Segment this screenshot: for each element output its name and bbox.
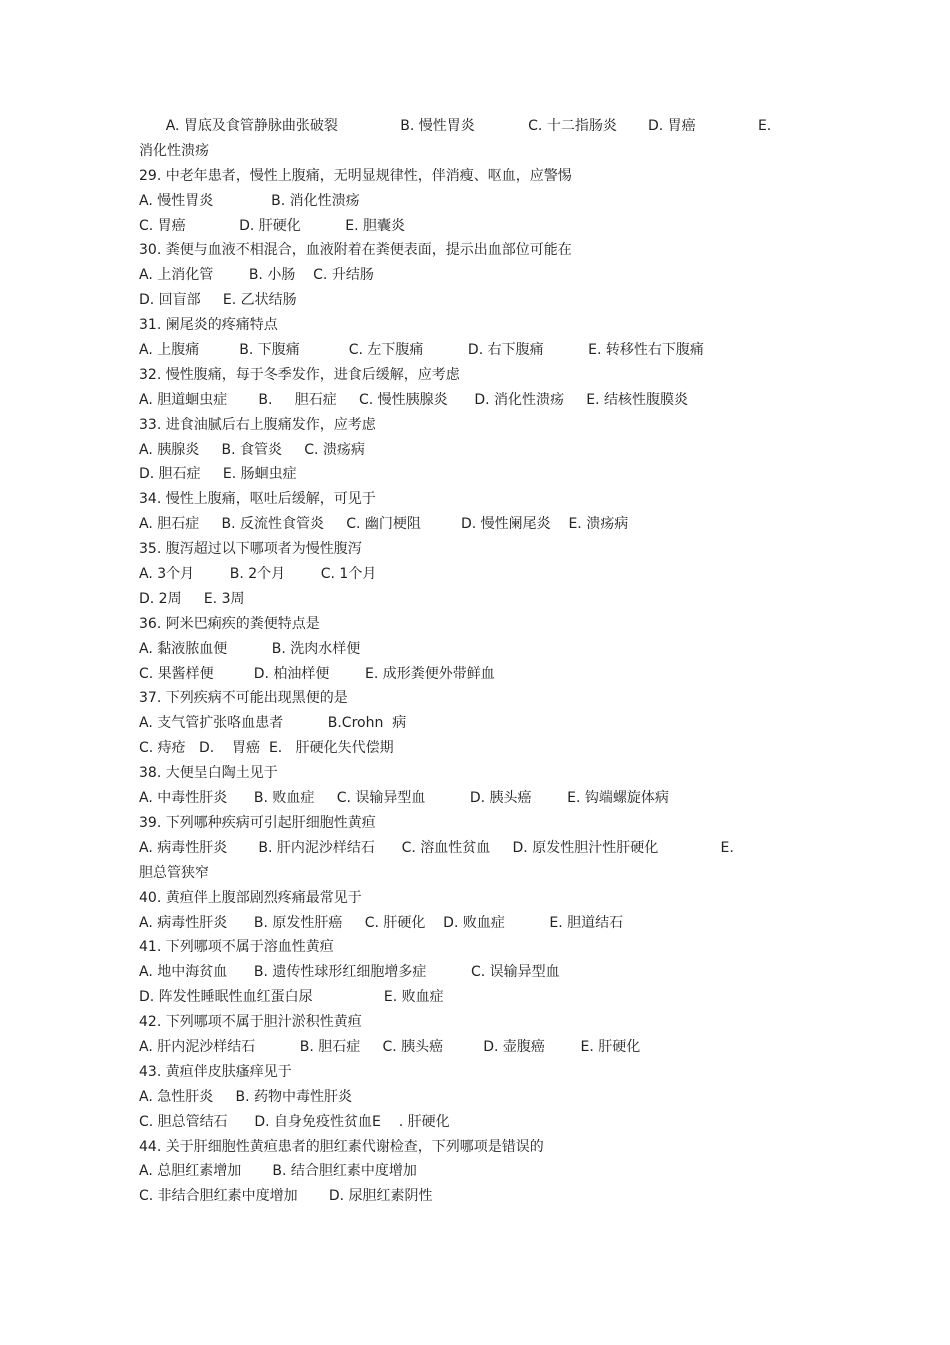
question-text: 41. 下列哪项不属于溶血性黄疸 <box>139 939 334 956</box>
option-line: A. 支气管扩张咯血患者 B.Crohn 病 <box>139 715 407 732</box>
option-line: A. 上腹痛 B. 下腹痛 C. 左下腹痛 D. 右下腹痛 E. 转移性右下腹痛 <box>139 342 704 359</box>
question-text: 38. 大便呈白陶土见于 <box>139 765 278 782</box>
option-line: D. 胆石症 E. 肠蛔虫症 <box>139 466 297 483</box>
option-line: A. 总胆红素增加 B. 结合胆红素中度增加 <box>139 1163 417 1180</box>
option-line: D. 阵发性睡眠性血红蛋白尿 E. 败血症 <box>139 989 444 1006</box>
option-line: A. 慢性胃炎 B. 消化性溃疡 <box>139 192 360 209</box>
question-text: 32. 慢性腹痛，每于冬季发作，进食后缓解，应考虑 <box>139 366 460 383</box>
option-line: 胆总管狭窄 <box>139 864 209 881</box>
option-line: C. 胃癌 D. 肝硬化 E. 胆囊炎 <box>139 217 406 234</box>
option-line: A. 中毒性肝炎 B. 败血症 C. 误输异型血 D. 胰头癌 E. 钩端螺旋体病 <box>139 790 669 807</box>
option-line: A. 3个月 B. 2个月 C. 1个月 <box>139 566 377 583</box>
option-line: D. 回盲部 E. 乙状结肠 <box>139 292 297 309</box>
question-text: 31. 阑尾炎的疼痛特点 <box>139 317 278 334</box>
question-text: 44. 关于肝细胞性黄疸患者的胆红素代谢检查，下列哪项是错误的 <box>139 1138 544 1155</box>
option-line: A. 地中海贫血 B. 遗传性球形红细胞增多症 C. 误输异型血 <box>139 964 560 981</box>
option-line: A. 黏液脓血便 B. 洗肉水样便 <box>139 640 361 657</box>
option-line: A. 急性肝炎 B. 药物中毒性肝炎 <box>139 1088 352 1105</box>
question-text: 40. 黄疸伴上腹部剧烈疼痛最常见于 <box>139 889 362 906</box>
question-text: 42. 下列哪项不属于胆汁淤积性黄疸 <box>139 1014 362 1031</box>
question-text: 34. 慢性上腹痛，呕吐后缓解，可见于 <box>139 491 376 508</box>
option-line: C. 果酱样便 D. 柏油样便 E. 成形粪便外带鲜血 <box>139 665 495 682</box>
option-line: A. 胆石症 B. 反流性食管炎 C. 幽门梗阻 D. 慢性阑尾炎 E. 溃疡病 <box>139 516 629 533</box>
question-text: 35. 腹泻超过以下哪项者为慢性腹泻 <box>139 541 362 558</box>
option-line: A. 肝内泥沙样结石 B. 胆石症 C. 胰头癌 D. 壶腹癌 E. 肝硬化 <box>139 1038 641 1055</box>
option-line: 消化性溃疡 <box>139 142 209 159</box>
option-line: D. 2周 E. 3周 <box>139 590 245 607</box>
question-text: 33. 进食油腻后右上腹痛发作，应考虑 <box>139 416 376 433</box>
option-line: A. 胆道蛔虫症 B. 胆石症 C. 慢性胰腺炎 D. 消化性溃疡 E. 结核性腹膜炎 <box>139 391 688 408</box>
option-line: A. 病毒性肝炎 B. 原发性肝癌 C. 肝硬化 D. 败血症 E. 胆道结石 <box>139 914 624 931</box>
question-text: 29. 中老年患者，慢性上腹痛，无明显规律性，伴消瘦、呕血，应警惕 <box>139 167 572 184</box>
question-text: 30. 粪便与血液不相混合，血液附着在粪便表面，提示出血部位可能在 <box>139 242 572 259</box>
question-list <box>139 114 819 1209</box>
option-line: C. 胆总管结石 D. 自身免疫性贫血E . 肝硬化 <box>139 1113 450 1130</box>
question-text: 37. 下列疾病不可能出现黑便的是 <box>139 690 348 707</box>
question-text: 36. 阿米巴痢疾的粪便特点是 <box>139 615 320 632</box>
option-line: C. 痔疮 D. 胃癌 E. 肝硬化失代偿期 <box>139 740 394 757</box>
option-line: A. 上消化管 B. 小肠 C. 升结肠 <box>139 267 374 284</box>
option-line: A. 病毒性肝炎 B. 肝内泥沙样结石 C. 溶血性贫血 D. 原发性胆汁性肝硬化 E. <box>139 839 734 856</box>
option-line: C. 非结合胆红素中度增加 D. 尿胆红素阴性 <box>139 1188 433 1205</box>
option-line: A. 胰腺炎 B. 食管炎 C. 溃疡病 <box>139 441 365 458</box>
option-line: A. 胃底及食管静脉曲张破裂 B. 慢性胃炎 C. 十二指肠炎 D. 胃癌 E. <box>139 118 772 134</box>
question-text: 43. 黄疸伴皮肤瘙痒见于 <box>139 1063 292 1080</box>
question-text: 39. 下列哪种疾病可引起肝细胞性黄疸 <box>139 814 376 831</box>
